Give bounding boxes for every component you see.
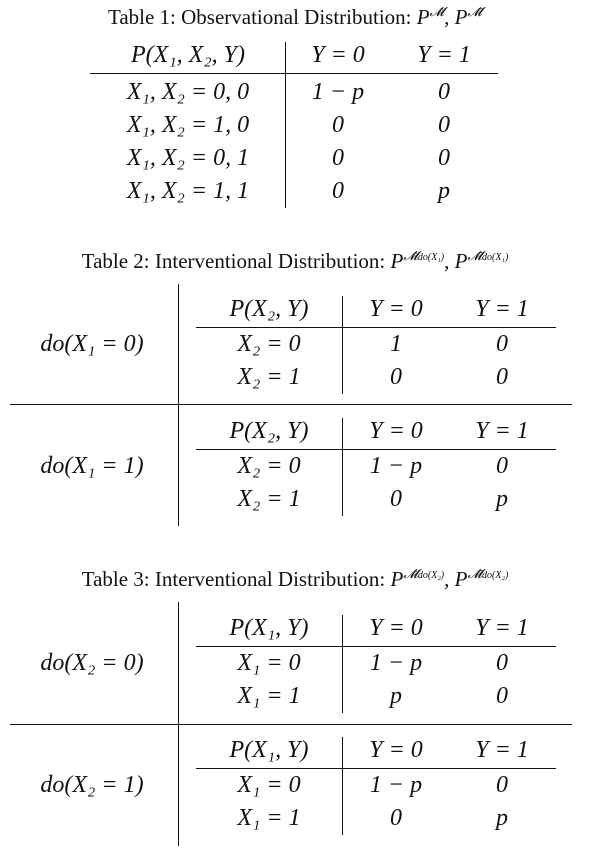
- table3-block1-header-y1: Y = 1: [475, 615, 529, 641]
- table2-block2-header-y0: Y = 0: [369, 418, 423, 444]
- table2-block2-row1-y1: 0: [496, 453, 508, 479]
- table3-block1-row1-y1: 0: [496, 650, 508, 676]
- table2-block2-label: do(X₁ = 1): [40, 453, 144, 479]
- table1-caption: [0, 4, 590, 30]
- table1-row1-y0: 1 − p: [311, 79, 365, 105]
- table2-block2-header-y1: Y = 1: [475, 418, 529, 444]
- table3-block1-row2-y1: 0: [496, 683, 508, 709]
- table2-block1-label: do(X₁ = 0): [40, 331, 144, 357]
- table1-caption-math: $P^{𝓜̈}$, $P^{𝓜̃}$: [416, 4, 483, 29]
- table3-block2-row1-y1: 0: [496, 772, 508, 798]
- table2-block1-column-rule: [342, 296, 343, 394]
- table3-block2-row1-y0: 1 − p: [369, 772, 423, 798]
- table3-block1-row2-y0: p: [390, 683, 402, 709]
- table3-block2-column-rule: [342, 737, 343, 835]
- table2-block2-row2-y0: 0: [390, 486, 402, 512]
- table3-caption-text: Table 3: Interventional Distribution:: [81, 567, 391, 591]
- table3-block1-header-y0: Y = 0: [369, 615, 423, 641]
- table3-block1-row1-y0: 1 − p: [369, 650, 423, 676]
- table3-block2-row2-label: X₁ = 1: [237, 805, 301, 831]
- table2-block2-row2-y1: p: [496, 486, 508, 512]
- table2-block2-row1-label: X₂ = 0: [237, 453, 301, 479]
- table2-block1-header-joint: P(X₂, Y): [229, 296, 309, 322]
- table2-block2-header-joint: P(X₂, Y): [229, 418, 309, 444]
- table1-row4-label: X₁, X₂ = 1, 1: [126, 178, 250, 204]
- table2-block-separator: [10, 404, 572, 405]
- table2-block1-header-y0: Y = 0: [369, 296, 423, 322]
- table3-block2-row1-label: X₁ = 0: [237, 772, 301, 798]
- table3-block2-row2-y1: p: [496, 805, 508, 831]
- table3-block1-column-rule: [342, 615, 343, 713]
- table2-block1-row1-y1: 0: [496, 331, 508, 357]
- table2-block1-row2-y1: 0: [496, 364, 508, 390]
- table2-block1-row1-y0: 1: [390, 331, 402, 357]
- table2-block1-row1-label: X₂ = 0: [237, 331, 301, 357]
- table1-header-y1: Y = 1: [417, 42, 471, 68]
- table3-block1-label: do(X₂ = 0): [40, 650, 144, 676]
- table3-block2-header-joint: P(X₁, Y): [229, 737, 309, 763]
- table3-caption-math: $P^{𝓜̈do(X_2)}$, $P^{𝓜̃do(X_2)}$: [390, 566, 509, 591]
- table3-block1-row2-label: X₁ = 1: [237, 683, 301, 709]
- table3-block2-row2-y0: 0: [390, 805, 402, 831]
- table3-block2-label: do(X₂ = 1): [40, 772, 144, 798]
- table1-row2-y1: 0: [438, 112, 450, 138]
- table2-block2-row1-y0: 1 − p: [369, 453, 423, 479]
- table3-block1-row1-label: X₁ = 0: [237, 650, 301, 676]
- table1-row4-y0: 0: [332, 178, 344, 204]
- table2-block1-row2-y0: 0: [390, 364, 402, 390]
- table2-caption-text: Table 2: Interventional Distribution:: [81, 249, 391, 273]
- table2-caption-math: $P^{𝓜̈do(X_1)}$, $P^{𝓜̃do(X_1)}$: [390, 248, 509, 273]
- table3-block-separator: [10, 724, 572, 725]
- table1-row3-y0: 0: [332, 145, 344, 171]
- table1-header-joint: P(X₁, X₂, Y): [131, 42, 245, 68]
- table1-row3-label: X₁, X₂ = 0, 1: [126, 145, 250, 171]
- table3-block2-header-y0: Y = 0: [369, 737, 423, 763]
- table2-block2-column-rule: [342, 418, 343, 516]
- table1-header-rule: [90, 73, 498, 74]
- table2-block2-row2-label: X₂ = 1: [237, 486, 301, 512]
- table1-caption-text: Table 1: Observational Distribution:: [107, 5, 417, 29]
- table1-column-rule: [285, 42, 286, 208]
- table1-row1-label: X₁, X₂ = 0, 0: [126, 79, 250, 105]
- table2-caption: [0, 248, 590, 274]
- table1-row2-label: X₁, X₂ = 1, 0: [126, 112, 250, 138]
- table1-row2-y0: 0: [332, 112, 344, 138]
- table1-row1-y1: 0: [438, 79, 450, 105]
- table1-row4-y1: p: [438, 178, 450, 204]
- table2-block1-header-y1: Y = 1: [475, 296, 529, 322]
- table2-block1-row2-label: X₂ = 1: [237, 364, 301, 390]
- table3-block1-header-joint: P(X₁, Y): [229, 615, 309, 641]
- table3-block2-header-y1: Y = 1: [475, 737, 529, 763]
- table1-row3-y1: 0: [438, 145, 450, 171]
- table3-caption: [0, 566, 590, 592]
- table1-header-y0: Y = 0: [311, 42, 365, 68]
